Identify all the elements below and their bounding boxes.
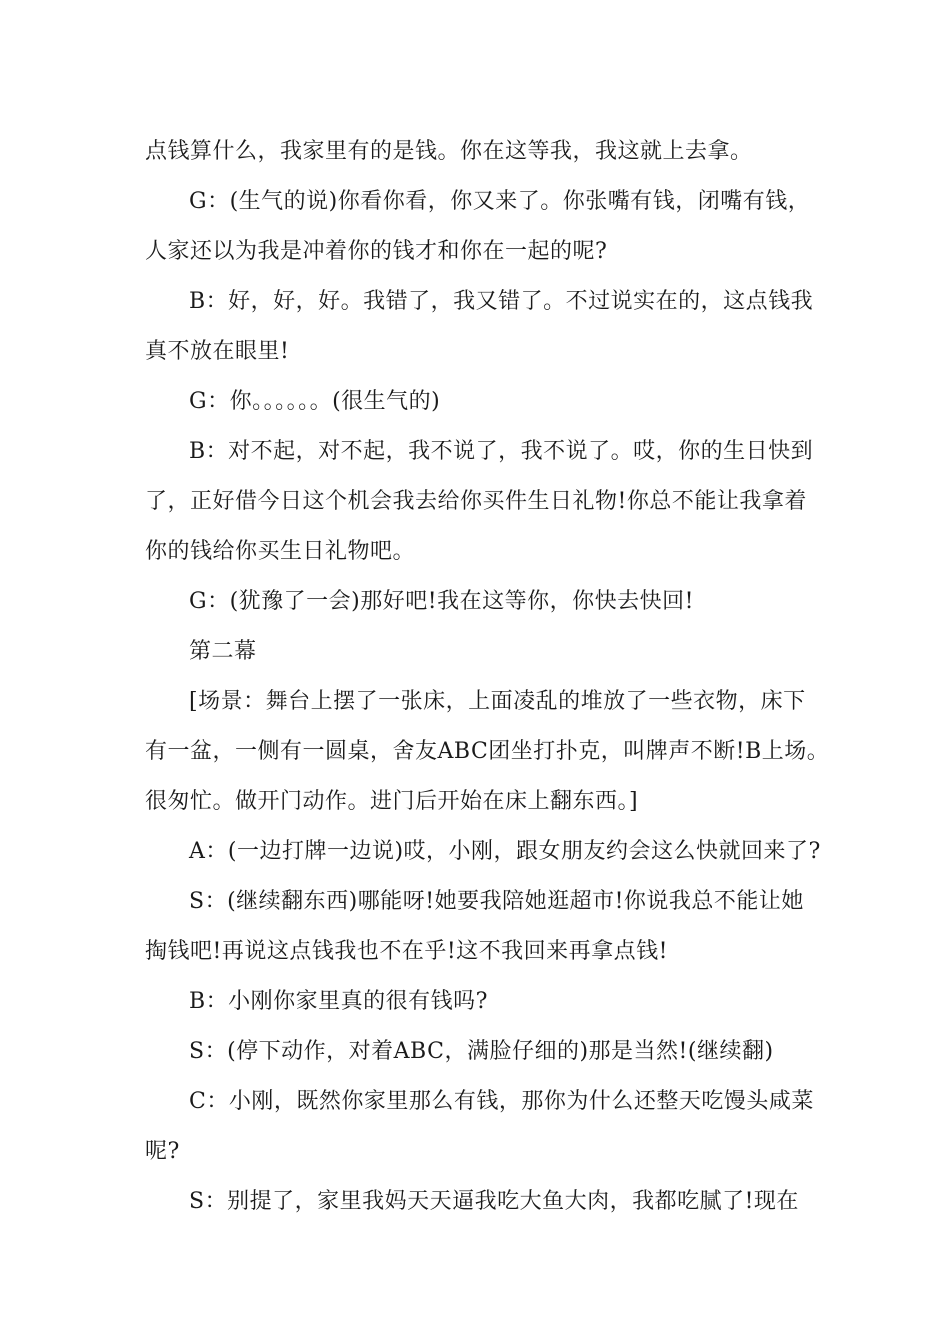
text-line: S：别提了，家里我妈天天逼我吃大鱼大肉，我都吃腻了!现在 — [189, 1189, 799, 1214]
text-line: [场景：舞台上摆了一张床，上面凌乱的堆放了一些衣物，床下 — [189, 689, 806, 714]
text-line: A：(一边打牌一边说)哎，小刚，跟女朋友约会这么快就回来了? — [189, 839, 821, 864]
text-line: 你的钱给你买生日礼物吧。 — [145, 539, 416, 564]
text-line: 点钱算什么，我家里有的是钱。你在这等我，我这就上去拿。 — [145, 139, 753, 164]
text-line: B：小刚你家里真的很有钱吗? — [189, 989, 488, 1014]
text-line: 人家还以为我是冲着你的钱才和你在一起的呢? — [145, 239, 608, 264]
text-line: C：小刚，既然你家里那么有钱，那你为什么还整天吃馒头咸菜 — [189, 1089, 814, 1114]
text-line: S：(停下动作，对着ABC，满脸仔细的)那是当然!(继续翻) — [189, 1039, 774, 1064]
text-line: B：对不起，对不起，我不说了，我不说了。哎，你的生日快到 — [189, 439, 814, 464]
section-heading: 第二幕 — [189, 639, 257, 664]
text-line: S：(继续翻东西)哪能呀!她要我陪她逛超市!你说我总不能让她 — [189, 889, 804, 914]
text-line: 掏钱吧!再说这点钱我也不在乎!这不我回来再拿点钱! — [145, 939, 669, 964]
text-line: 真不放在眼里! — [145, 339, 290, 364]
text-line: 有一盆，一侧有一圆桌，舍友ABC团坐打扑克，叫牌声不断!B上场。 — [145, 739, 830, 764]
text-line: B：好，好，好。我错了，我又错了。不过说实在的，这点钱我 — [189, 289, 814, 314]
text-line: G：(生气的说)你看你看，你又来了。你张嘴有钱，闭嘴有钱， — [189, 189, 811, 214]
text-line: 了，正好借今日这个机会我去给你买件生日礼物!你总不能让我拿着 — [145, 489, 807, 514]
text-line: G：(犹豫了一会)那好吧!我在这等你，你快去快回! — [189, 589, 694, 614]
text-line: 呢? — [145, 1139, 180, 1164]
text-line: G：你。。。。。。(很生气的) — [189, 389, 441, 414]
text-line: 很匆忙。做开门动作。进门后开始在床上翻东西。] — [145, 789, 639, 814]
